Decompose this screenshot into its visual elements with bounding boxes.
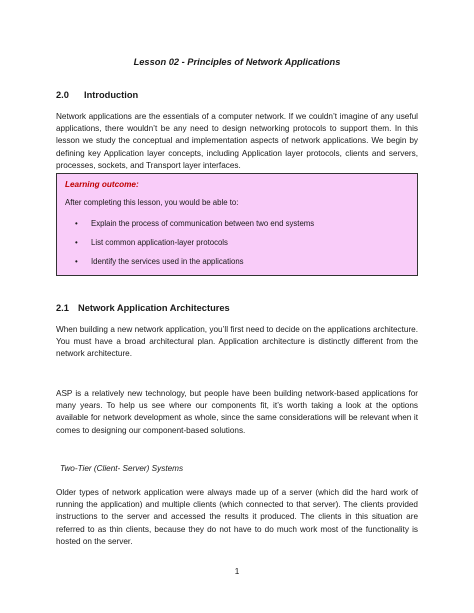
lesson-title: Lesson 02 - Principles of Network Applications xyxy=(133,57,341,67)
section-number: 2.1 xyxy=(56,303,69,313)
asp-paragraph: ASP is a relatively new technology, but people have been building network-based applications for many years. To help us see where our components fit, it’s worth taking a look at the options available for network development as whole, since the same considerations will be relevant when it comes to designing our component-based solutions. xyxy=(56,389,418,435)
section-heading-intro xyxy=(56,90,418,102)
two-tier-paragraph: Older types of network application were always made up of a server (which did the hard work of running the application) and multiple clients (which connected to that server). The clients provided instructions to the server and accessed the results it produced. The clients in this situation are referred to as thin clients, because they do not have to do much work most of the functionality is hosted on the server. xyxy=(56,488,418,546)
learning-outcome-box xyxy=(56,173,418,276)
list-item-text: Explain the process of communication between two end systems xyxy=(91,219,315,228)
list-item-text: List common application-layer protocols xyxy=(91,238,228,247)
two-tier-subtitle: Two-Tier (Client- Server) Systems xyxy=(60,464,184,473)
learning-outcome-title: Learning outcome: xyxy=(65,180,139,189)
intro-paragraph: Network applications are the essentials of a computer network. If we couldn’t imagine of any useful applications, there wouldn’t be any need to design networking protocols to support them. In this lesson we study the conceptual and implementation aspects of network applications. We begin by defining key Application layer concepts, including Application layer protocols, clients and servers, processes, sockets, and Transport layer interfaces. xyxy=(56,112,418,170)
section-heading-architectures xyxy=(56,303,418,315)
learning-outcome-intro: After completing this lesson, you would be able to: xyxy=(65,198,239,207)
section-title: Introduction xyxy=(84,90,139,100)
list-item xyxy=(75,219,314,228)
list-item-text: Identify the services used in the applications xyxy=(91,257,244,266)
list-item xyxy=(75,238,228,247)
architecture-paragraph: When building a new network application, you’ll first need to decide on the applications architecture. You must have a broad architectural plan. Application architecture is distinctly different from the network architecture. xyxy=(56,325,418,359)
section-title: Network Application Architectures xyxy=(78,303,230,313)
list-item xyxy=(75,257,244,266)
bullet-icon: • xyxy=(75,238,78,247)
bullet-icon: • xyxy=(75,257,78,266)
section-number: 2.0 xyxy=(56,90,69,100)
bullet-icon: • xyxy=(75,219,78,228)
page-number: 1 xyxy=(234,567,240,576)
